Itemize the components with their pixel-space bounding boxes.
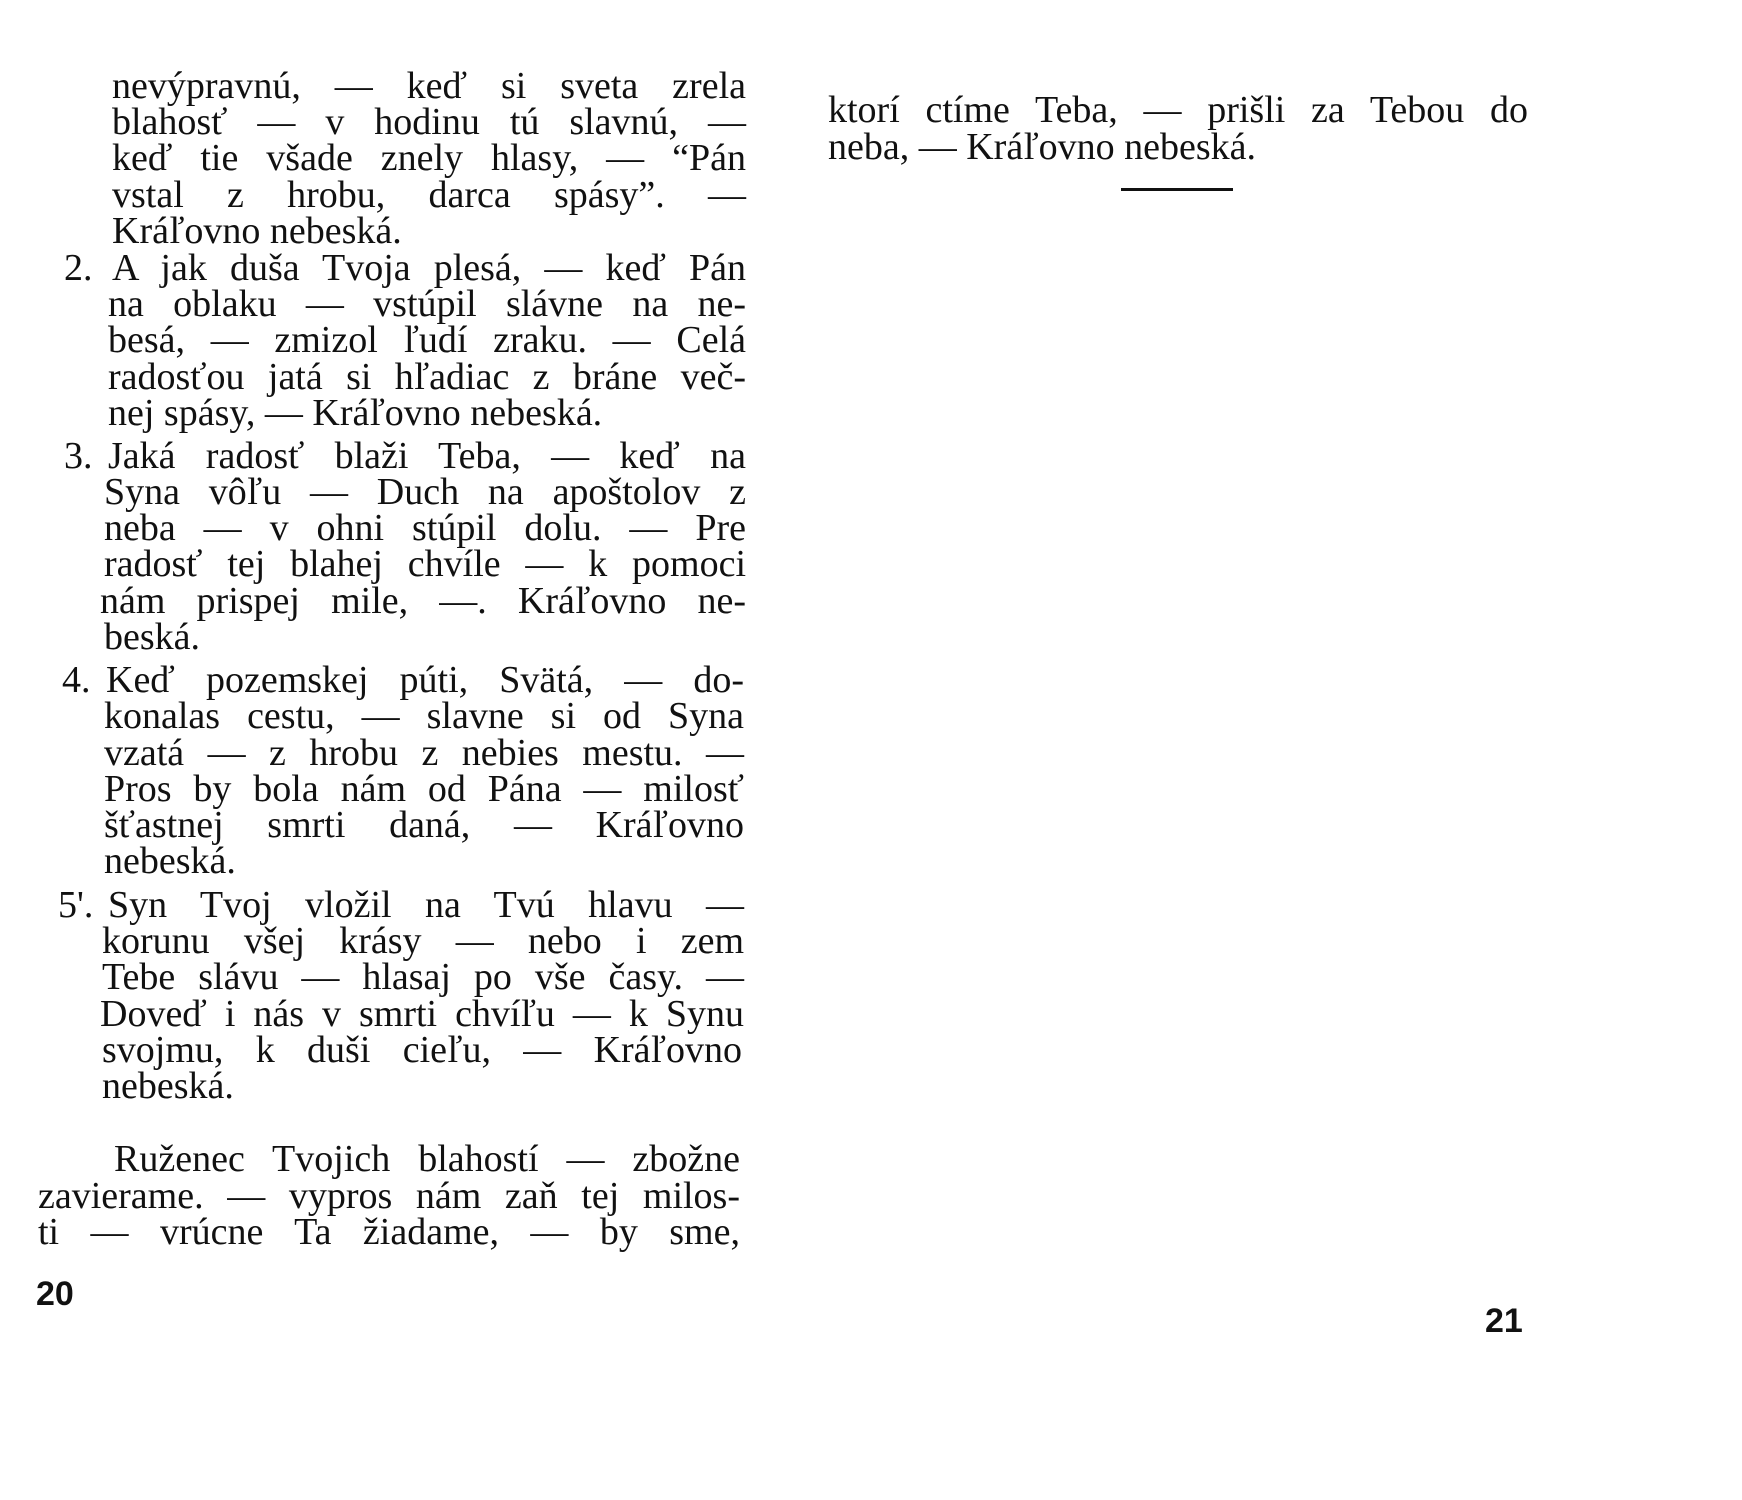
text-line: Pros by bola nám od Pána — milosť xyxy=(104,768,744,810)
text-line: radosť tej blahej chvíle — k pomoci xyxy=(104,543,746,585)
text-line: ti — vrúcne Ta žiadame, — by sme, xyxy=(38,1211,740,1253)
text-line: zavierame. — vypros nám zaň tej milos- xyxy=(38,1175,740,1217)
right-page xyxy=(828,0,1742,1500)
text-line: šťastnej smrti daná, — Kráľovno xyxy=(104,804,744,846)
text-line: Ruženec Tvojich blahostí — zbožne xyxy=(114,1138,740,1180)
text-line: Jaká radosť blaži Teba, — keď na xyxy=(108,435,746,477)
text-line: nej spásy, — Kráľovno nebeská. xyxy=(108,392,603,434)
stanza-number: 4. xyxy=(62,659,91,701)
text-line: besá, — zmizol ľudí zraku. — Celá xyxy=(108,319,746,361)
text-line: vzatá — z hrobu z nebies mestu. — xyxy=(104,732,744,774)
text-line: Syna vôľu — Duch na apoštolov z xyxy=(104,471,746,513)
text-line: Kráľovno nebeská. xyxy=(112,210,402,252)
text-line: nebeská. xyxy=(102,1065,234,1107)
text-line: nebeská. xyxy=(104,840,236,882)
text-line: beská. xyxy=(104,616,201,658)
page-number: 21 xyxy=(1485,1302,1523,1340)
section-divider xyxy=(1121,188,1233,191)
text-line: nám prispej mile, —. Kráľovno ne- xyxy=(100,580,746,622)
text-line: korunu všej krásy — nebo i zem xyxy=(102,920,744,962)
text-line: konalas cestu, — slavne si od Syna xyxy=(104,695,744,737)
text-line: nevýpravnú, — keď si sveta zrela xyxy=(112,65,746,107)
text-line: na oblaku — vstúpil slávne na ne- xyxy=(108,283,746,325)
text-line: ktorí ctíme Teba, — prišli za Tebou do xyxy=(828,89,1528,131)
text-line: blahosť — v hodinu tú slavnú, — xyxy=(112,101,746,143)
stanza-number: 2. xyxy=(64,247,93,289)
text-line: vstal z hrobu, darca spásy”. — xyxy=(112,174,746,216)
text-line: neba — v ohni stúpil dolu. — Pre xyxy=(104,507,746,549)
text-line: Doveď i nás v smrti chvíľu — k Synu xyxy=(100,993,744,1035)
text-line: Syn Tvoj vložil na Tvú hlavu — xyxy=(108,884,744,926)
text-line: A jak duša Tvoja plesá, — keď Pán xyxy=(112,247,746,289)
text-line: radosťou jatá si hľadiac z bráne več- xyxy=(108,356,746,398)
text-line: Tebe slávu — hlasaj po vše časy. — xyxy=(102,956,744,998)
stanza-number: 3. xyxy=(64,435,93,477)
stanza-number: 5'. xyxy=(58,884,94,926)
text-line: svojmu, k duši cieľu, — Kráľovno xyxy=(102,1029,742,1071)
text-line: keď tie všade znely hlasy, — “Pán xyxy=(112,137,746,179)
page-number: 20 xyxy=(36,1275,74,1313)
text-line: neba, — Kráľovno nebeská. xyxy=(828,126,1257,168)
text-line: Keď pozemskej púti, Svätá, — do- xyxy=(106,659,744,701)
